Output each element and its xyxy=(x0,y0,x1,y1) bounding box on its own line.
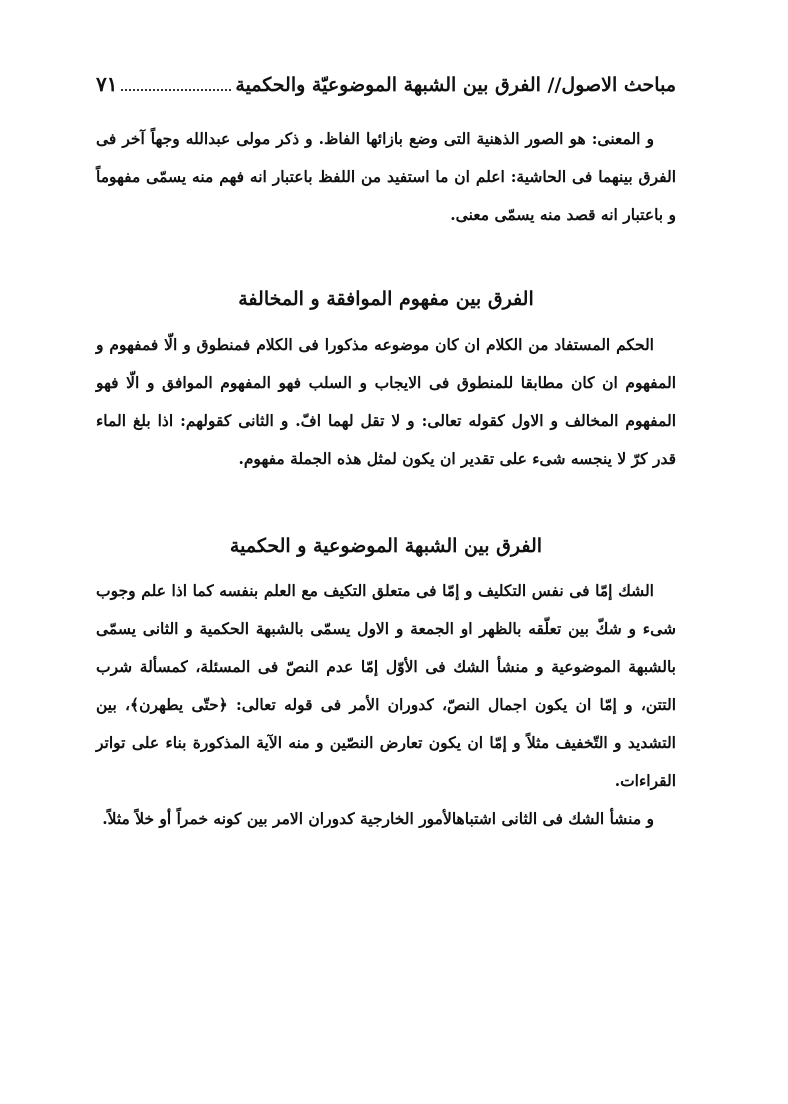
section-heading-mafhum: الفرق بين مفهوم الموافقة و المخالفة xyxy=(238,288,534,310)
section-heading-shubha: الفرق بين الشبهة الموضوعية و الحكمية xyxy=(229,535,543,557)
section-shubha-paragraph-1: الشك إمّا فى نفس التكليف و إمّا فى متعلق التكيف مع العلم بنفسه كما اذا علم وجوب شىء و شكّ بين تعلّقه بالظهر او الجمعة و الاول يسمّى بالشبهة الحكمية و الثانى يسمّى بالشبهة الموضوعية و منشأ الشك فى الأوّل إمّا عدم النصّ فى المسئلة، كمسألة شرب التتن، و إمّا ان يكون اجمال النصّ، كدوران الأمر فى قوله تعالى: ﴿حتّى يطهرن﴾، بين التشديد و التّخفيف مثلاً و إمّا ان يكون تعارض النصّين و منه الآية المذكورة بناء على تواتر القراءات. xyxy=(96,581,676,790)
header-title: مباحث الاصول// الفرق بين الشبهة الموضوعيّة والحكمية xyxy=(235,74,676,96)
intro-block xyxy=(96,120,676,234)
page-number: ۷۱ xyxy=(96,72,118,96)
section-mafhum-paragraph: الحكم المستفاد من الكلام ان كان موضوعه مذكورا فى الكلام فمنطوق و الّا فمفهوم و المفهوم ان كان مطابقا للمنطوق فى الايجاب و السلب فهو المفهوم الموافق و الّا فهو المفهوم المخالف و الاول كقوله تعالى: و لا تقل لهما افّ. و الثانى كقولهم: اذا بلغ الماء قدر كرّ لا ينجسه شىء على تقدير ان يكون لمثل هذه الجملة مفهوم. xyxy=(96,335,676,468)
intro-paragraph: و المعنى: هو الصور الذهنية التى وضع بازائها الفاظ. و ذكر مولى عبدالله وجهاً آخر فى الفرق بينهما فى الحاشية: اعلم ان ما استفيد من اللفظ باعتبار انه فهم منه يسمّى مفهوماً و باعتبار انه قصد منه يسمّى معنى. xyxy=(96,129,676,224)
section-mafhum-body xyxy=(96,326,676,478)
running-header xyxy=(96,72,676,106)
header-dotted-leader xyxy=(121,77,231,91)
section-shubha-body xyxy=(96,572,676,838)
section-shubha-paragraph-2: و منشأ الشك فى الثانى اشتباهالأمور الخارجية كدوران الامر بين كونه خمراً أو خلاً مثلاً. xyxy=(102,809,654,828)
